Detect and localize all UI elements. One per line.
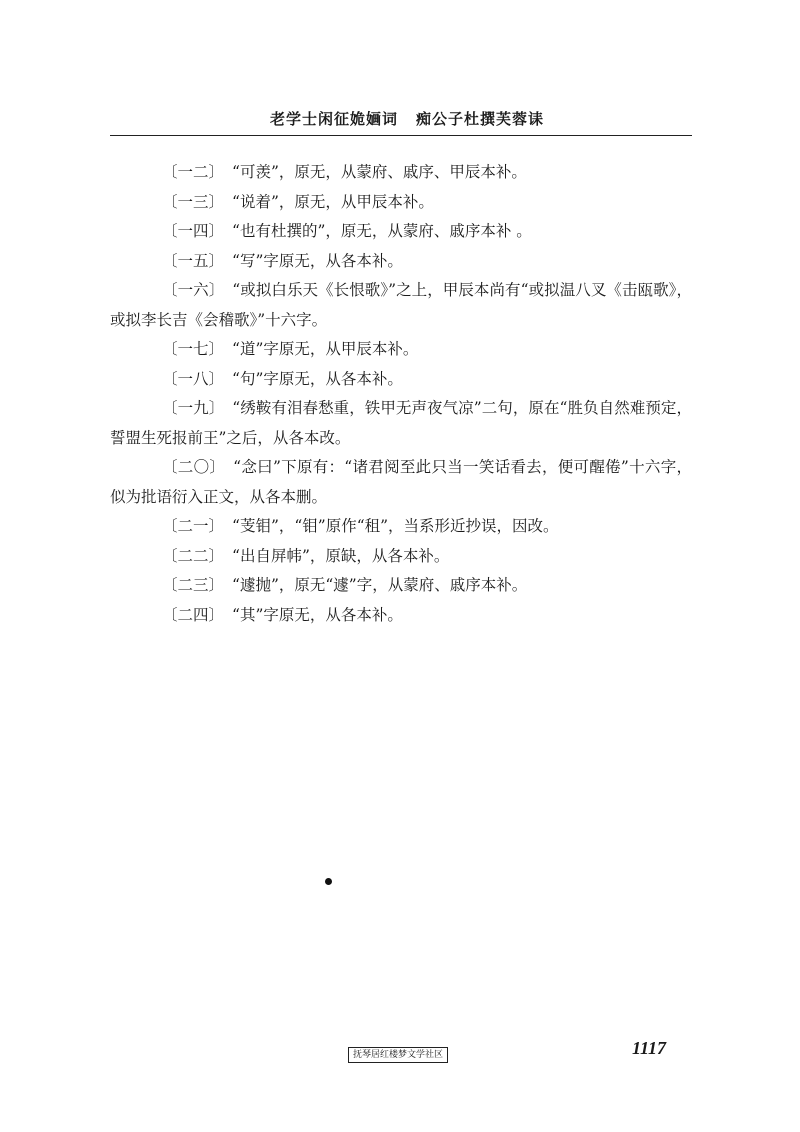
note-item — [110, 217, 692, 247]
note-item — [110, 571, 692, 601]
note-item — [110, 247, 692, 277]
note-item — [110, 335, 692, 365]
note-text: “遽抛”，原无“遽”字，从蒙府、戚序本补。 — [232, 576, 528, 594]
note-item — [110, 394, 692, 453]
note-text: “道”字原无，从甲辰本补。 — [232, 340, 419, 358]
page-number: 1117 — [632, 1038, 667, 1058]
note-number: 〔一七〕 — [162, 340, 225, 358]
note-text: “句”字原无，从各本补。 — [232, 369, 403, 388]
note-number: 〔一八〕 — [162, 369, 225, 388]
note-text: “其”字原无，从各本补。 — [232, 605, 403, 624]
running-header — [270, 108, 544, 129]
note-item — [110, 276, 692, 335]
note-text: “出自屏帏”，原缺，从各本补。 — [232, 546, 450, 565]
note-number: 〔二〇〕 — [162, 458, 226, 476]
note-text: “可羡”，原无，从蒙府、戚序、甲辰本补。 — [232, 163, 527, 181]
note-number: 〔二三〕 — [162, 576, 225, 594]
note-text: “芰钼”，“钼”原作“租”，当系形近抄误，因改。 — [232, 517, 559, 535]
note-number: 〔一六〕 — [162, 281, 225, 299]
header-left-title: 老学士闲征姽婳词 — [270, 110, 399, 128]
header-right-title: 痴公子杜撰芙蓉诔 — [416, 110, 545, 128]
note-number: 〔一三〕 — [162, 192, 225, 211]
note-item — [110, 512, 692, 542]
notes-list — [110, 158, 692, 630]
watermark-stamp: 抚琴居红楼梦文学社区 — [348, 1047, 448, 1063]
note-text: “念曰”下原有：“诸君阅至此只当一笑话看去，便可醒倦”十六字，似为批语衍入正文，从各本删。 — [110, 458, 692, 506]
ink-dot — [325, 878, 332, 885]
note-number: 〔二一〕 — [162, 517, 225, 535]
note-item — [110, 542, 692, 572]
note-item — [110, 188, 692, 218]
note-text: “说着”，原无，从甲辰本补。 — [232, 192, 434, 211]
header-rule — [110, 135, 692, 136]
note-number: 〔二四〕 — [162, 605, 225, 624]
note-text: “写”字原无，从各本补。 — [232, 251, 403, 270]
note-number: 〔一二〕 — [162, 163, 225, 181]
note-text: “也有杜撰的”，原无，从蒙府、戚序本补 。 — [232, 222, 532, 240]
note-item — [110, 158, 692, 188]
note-text: “或拟白乐天《长恨歌》”之上，甲辰本尚有“或拟温八叉《击瓯歌》，或拟李长吉《会稽歌》”十六字。 — [110, 281, 692, 329]
note-number: 〔二二〕 — [162, 546, 225, 565]
note-number: 〔一四〕 — [162, 222, 225, 240]
note-text: “绣鞍有泪春愁重，铁甲无声夜气凉”二句，原在“胜负自然难预定，誓盟生死报前王”之后，从各本改。 — [110, 399, 692, 447]
note-item — [110, 601, 692, 631]
note-number: 〔一五〕 — [162, 251, 225, 270]
note-item — [110, 365, 692, 395]
note-number: 〔一九〕 — [162, 399, 225, 417]
note-item — [110, 453, 692, 512]
